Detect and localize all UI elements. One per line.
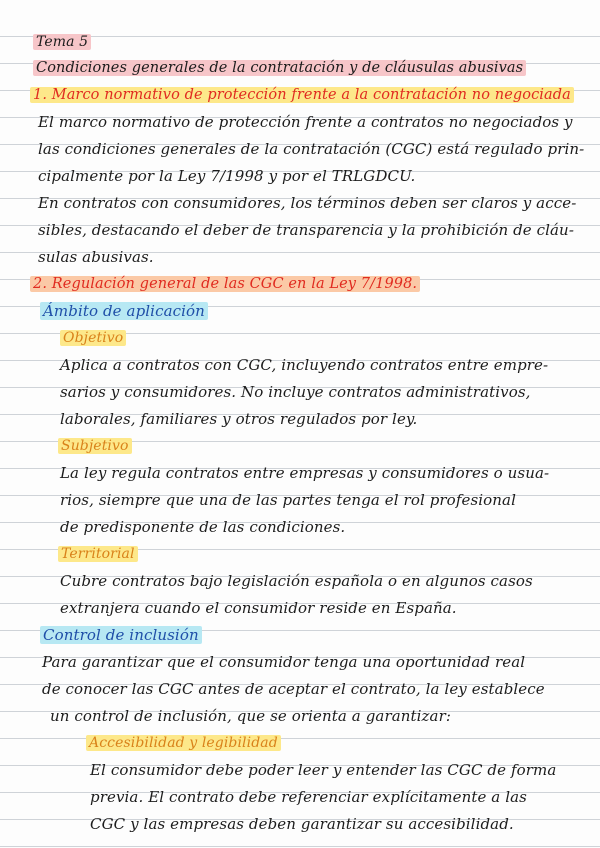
objective-line: Aplica a contratos con CGC, incluyendo contratos entre empre-: [60, 356, 549, 374]
accessibility-label: [86, 732, 281, 754]
section-1-line: cipalmente por la Ley 7/1998 y por el TRLGDCU.: [38, 167, 416, 185]
section-1-line: En contratos con consumidores, los términos deben ser claros y acce-: [38, 194, 577, 212]
accessibility-line: previa. El contrato debe referenciar explícitamente a las: [90, 788, 527, 806]
subjective-label-text: Subjetivo: [58, 438, 132, 454]
section-1-line: sibles, destacando el deber de transparencia y la prohibición de cláu-: [38, 221, 574, 239]
scope-heading: [40, 300, 208, 322]
document-title-text: Condiciones generales de la contratación y de cláusulas abusivas: [33, 60, 526, 76]
document-title: [33, 57, 526, 79]
accessibility-line: El consumidor debe poder leer y entender las CGC de forma: [90, 761, 557, 779]
inclusion-line: de conocer las CGC antes de aceptar el contrato, la ley establece: [42, 680, 545, 698]
topic-label: [33, 31, 91, 53]
inclusion-heading: [40, 624, 202, 646]
subjective-line: de predisponente de las condiciones.: [60, 518, 346, 536]
inclusion-line: Para garantizar que el consumidor tenga una oportunidad real: [42, 653, 526, 671]
subjective-label: [58, 435, 132, 457]
objective-label-text: Objetivo: [60, 330, 126, 346]
accessibility-line: CGC y las empresas deben garantizar su accesibilidad.: [90, 815, 514, 833]
accessibility-label-text: Accesibilidad y legibilidad: [86, 735, 281, 751]
section-2-heading: [30, 273, 420, 295]
section-1-line: las condiciones generales de la contratación (CGC) está regulado prin-: [38, 140, 585, 158]
section-1-line: sulas abusivas.: [38, 248, 154, 266]
subjective-line: La ley regula contratos entre empresas y consumidores o usua-: [60, 464, 550, 482]
subjective-line: rios, siempre que una de las partes tenga el rol profesional: [60, 491, 516, 509]
section-1-heading: [30, 84, 574, 106]
objective-label: [60, 327, 126, 349]
objective-line: sarios y consumidores. No incluye contratos administrativos,: [60, 383, 531, 401]
territorial-label-text: Territorial: [58, 546, 138, 562]
territorial-label: [58, 543, 138, 565]
topic-text: Tema 5: [33, 34, 91, 50]
territorial-line: extranjera cuando el consumidor reside en España.: [60, 599, 457, 617]
section-1-heading-text: 1. Marco normativo de protección frente a la contratación no negociada: [30, 87, 574, 103]
territorial-line: Cubre contratos bajo legislación española o en algunos casos: [60, 572, 533, 590]
objective-line: laborales, familiares y otros regulados por ley.: [60, 410, 418, 428]
section-2-heading-text: 2. Regulación general de las CGC en la Ley 7/1998.: [30, 276, 420, 292]
inclusion-heading-text: Control de inclusión: [40, 626, 202, 644]
section-1-line: El marco normativo de protección frente a contratos no negociados y: [38, 113, 573, 131]
scope-heading-text: Ámbito de aplicación: [40, 302, 208, 320]
inclusion-line: un control de inclusión, que se orienta a garantizar:: [50, 707, 452, 725]
